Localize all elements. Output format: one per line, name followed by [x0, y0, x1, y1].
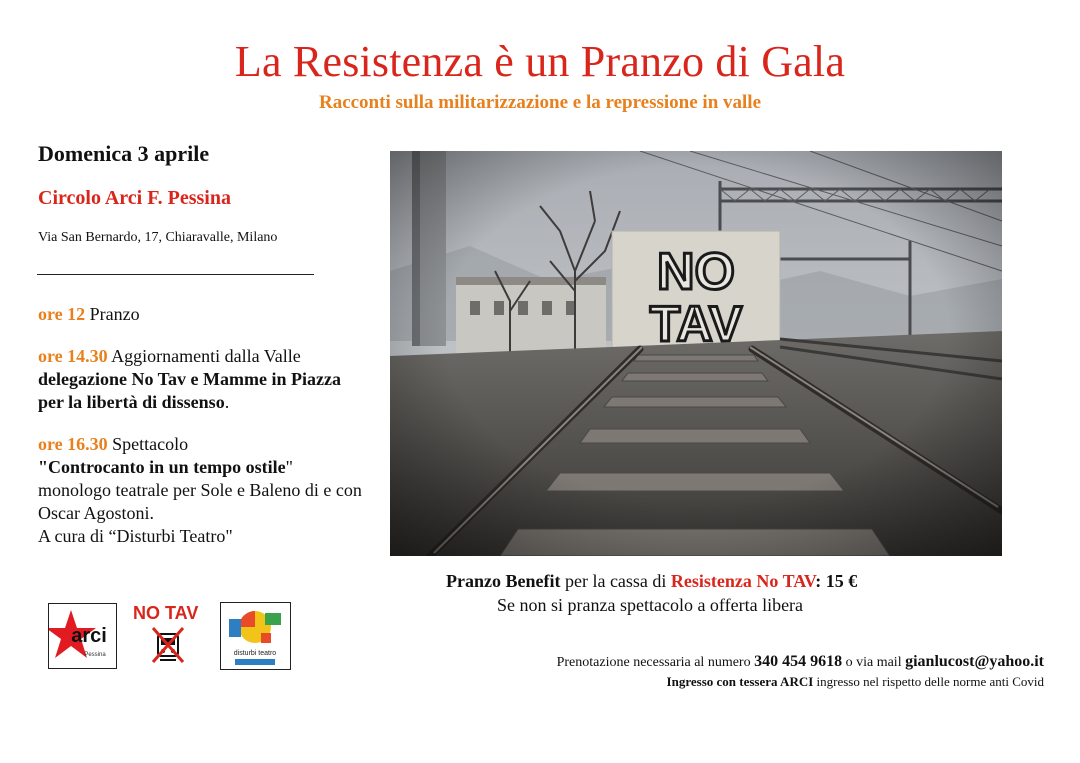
entry-bold: Ingresso con tessera ARCI	[666, 674, 814, 689]
event-date: Domenica 3 aprile	[38, 141, 210, 166]
show-time: ore 16.30	[38, 434, 108, 454]
notav-train-icon	[151, 626, 185, 664]
booking-text: Prenotazione necessaria al numero	[556, 655, 751, 670]
show-title: "Controcanto in un tempo ostile	[38, 457, 286, 477]
arci-logo	[48, 603, 117, 669]
svg-text:arci: arci	[71, 625, 107, 647]
poster-title: La Resistenza è un Pranzo di Gala	[234, 37, 846, 86]
program-lunch	[38, 303, 368, 326]
railway-photo	[390, 151, 1002, 556]
program-show	[38, 433, 368, 548]
booking-or-mail: o via mail	[845, 655, 902, 670]
benefit-line	[446, 571, 857, 592]
divider	[37, 274, 314, 275]
show-label: Spettacolo	[112, 434, 189, 454]
svg-text:Pessina: Pessina	[84, 652, 106, 658]
free-offer-line: Se non si pranza spettacolo a offerta libera	[497, 595, 804, 615]
poster-subtitle: Racconti sulla militarizzazione e la repressione in valle	[318, 92, 762, 113]
lunch-time: ore 12	[38, 304, 86, 324]
show-title-end: "	[285, 457, 294, 477]
updates-label: Aggiornamenti dalla Valle	[111, 346, 301, 366]
updates-detail-end: .	[224, 392, 230, 412]
benefit-middle: per la cassa di	[564, 571, 667, 591]
entry-line	[667, 674, 1044, 690]
notav-logo-text: NO TAV	[133, 603, 199, 623]
booking-phone: 340 454 9618	[754, 653, 843, 670]
benefit-price: : 15 €	[815, 571, 858, 591]
disturbi-teatro-logo	[220, 602, 291, 670]
entry-rest: ingresso nel rispetto delle norme anti Covid	[816, 674, 1044, 689]
updates-time: ore 14.30	[38, 346, 108, 366]
show-credit: A cura di “Disturbi Teatro"	[38, 526, 233, 546]
show-description: monologo teatrale per Sole e Baleno di e con Oscar Agostoni.	[38, 480, 362, 523]
updates-detail: delegazione No Tav e Mamme in Piazza per la libertà di dissenso	[38, 369, 341, 412]
benefit-cause: Resistenza No TAV	[670, 571, 816, 591]
program-updates	[38, 345, 368, 414]
booking-email: gianlucost@yahoo.it	[905, 653, 1044, 670]
lunch-label: Pranzo	[89, 304, 140, 324]
svg-text:disturbi teatro: disturbi teatro	[233, 650, 277, 657]
notav-logo	[131, 602, 207, 666]
event-venue: Circolo Arci F. Pessina	[38, 187, 231, 209]
event-address: Via San Bernardo, 17, Chiaravalle, Milano	[38, 230, 278, 245]
booking-line	[557, 653, 1044, 671]
benefit-lead: Pranzo Benefit	[446, 571, 561, 591]
